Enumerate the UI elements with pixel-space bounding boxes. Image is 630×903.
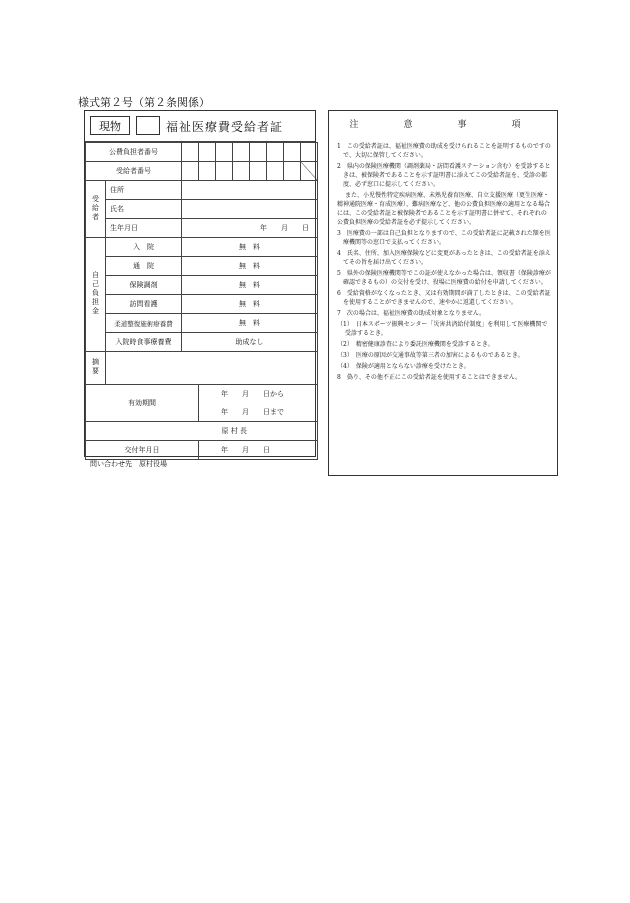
- issue-date-row: [86, 441, 318, 460]
- note-item: 8 偽り、その他不正にこの受給者証を使用することはできません。: [337, 374, 522, 381]
- copay-value: 無 料: [182, 314, 318, 333]
- validity-label: 有効期間: [86, 385, 199, 422]
- digit-cell: [267, 162, 284, 181]
- contact-note: 問い合わせ先 原村役場: [90, 460, 167, 468]
- diagonal-cell: [301, 162, 318, 181]
- digit-cell: [233, 162, 250, 181]
- note-item: 6 受給資格がなくなったとき、又は有効期間が満了したときは、この受給者証を使用することができませんので、速やかに返還してください。: [337, 290, 551, 306]
- jukyusha-label: 受給者番号: [86, 162, 182, 181]
- address-value: [182, 181, 318, 200]
- address-label: 住所: [106, 181, 182, 200]
- tekiyo-label: [86, 352, 106, 385]
- note-paragraph: また、小児慢性特定疾病医療、未熟児養育医療、自立支援医療（更生医療・精神通院医療・育成医療）、難病医療など、他の公費負担医療の適用となる場合には、この受給者証と被保険者であることを示す証明書に併せて、それぞれの公費負担医療の受給者証を必ず提示してください。: [337, 192, 551, 226]
- note-item: 7 次の場合は、福祉医療費の助成対象となりません。: [337, 310, 486, 317]
- name-row: [86, 200, 318, 219]
- copay-row: [86, 257, 318, 276]
- address-row: [86, 181, 318, 200]
- kouhi-row: [86, 143, 318, 162]
- note-item: 1 この受給者証は、福祉医療費の助成を受けられることを証明するものですので、大切に保管してください。: [337, 143, 551, 159]
- copay-value: 無 料: [182, 276, 318, 295]
- copay-row: [86, 295, 318, 314]
- note-subitem: （4） 保険が適用とならない診療を受けたとき。: [337, 363, 470, 370]
- validity-from: 年 月 日から: [199, 385, 318, 404]
- recipient-card: [84, 110, 316, 457]
- digit-cell: [250, 162, 267, 181]
- card-title-bar: [85, 111, 315, 142]
- jiko-group-text: 自己負担金: [91, 271, 100, 316]
- copay-row: [86, 238, 318, 257]
- digit-cell: [182, 162, 199, 181]
- jiko-group-label: [86, 238, 106, 352]
- birth-row: [86, 219, 318, 238]
- form-number-label: 様式第２号（第２条関係）: [78, 96, 210, 109]
- digit-cell: [301, 143, 318, 162]
- name-label: 氏名: [106, 200, 182, 219]
- copay-value: 無 料: [182, 238, 318, 257]
- issuer-row: [86, 422, 318, 441]
- copay-label: 通 院: [106, 257, 182, 276]
- birth-label: 生年月日: [106, 219, 182, 238]
- digit-cell: [284, 143, 301, 162]
- issue-date-value: 年 月 日: [199, 441, 318, 460]
- copay-row: [86, 276, 318, 295]
- copay-row: [86, 333, 318, 352]
- issue-date-label: 交付年月日: [86, 441, 199, 460]
- copay-value: 助成なし: [182, 333, 318, 352]
- copay-label: 柔道整復施術療養費: [106, 314, 182, 333]
- copay-row: [86, 314, 318, 333]
- note-item: 5 県外の保険医療機関等でこの証が使えなかった場合は、領収書（保険診療が確認できるもの）の交付を受け、役場に医療費の給付を申請してください。: [337, 270, 551, 286]
- tekiyo-text: 摘要: [91, 358, 100, 376]
- tekiyo-row: [86, 352, 318, 385]
- note-subitem: （3） 医療の原因が交通事故等第三者の加害によるものであるとき。: [337, 352, 524, 359]
- digit-cell: [233, 143, 250, 162]
- issuer: 原 村 長: [86, 422, 318, 441]
- card-table: [85, 142, 318, 460]
- digit-cell: [284, 162, 301, 181]
- copay-value: 無 料: [182, 295, 318, 314]
- jukyusha-group-label: [86, 181, 106, 238]
- note-item: 2 県内の保険医療機関（調剤薬局・訪問看護ステーション含む）を受診するときは、被保険者であることを示す証明書に添えてこの受給者証を、受診の都度、必ず窓口に提示してください。: [337, 163, 551, 188]
- copay-label: 入院時食事療養費: [106, 333, 182, 352]
- kouhi-label: 公費負担者番号: [86, 143, 182, 162]
- name-value: [182, 200, 318, 219]
- validity-row: [86, 385, 318, 404]
- copay-label: 保険調剤: [106, 276, 182, 295]
- digit-cell: [182, 143, 199, 162]
- copay-value: 無 料: [182, 257, 318, 276]
- notes-panel: [328, 110, 558, 476]
- jukyusha-row: [86, 162, 318, 181]
- digit-cell: [199, 162, 216, 181]
- digit-cell: [216, 143, 233, 162]
- note-item: 4 氏名、住所、加入医療保険などに変更があったときは、この受給者証を添えてその旨を届け出てください。: [337, 250, 551, 266]
- jukyusha-group-text: 受給者: [91, 194, 100, 222]
- note-subitem: （2） 精密健康診査により委託医療機関を受診するとき。: [337, 341, 494, 348]
- blank-box: [136, 116, 160, 135]
- birth-value: 年 月 日: [182, 219, 318, 238]
- tekiyo-value: [106, 352, 318, 385]
- digit-cell: [216, 162, 233, 181]
- validity-to: 年 月 日まで: [199, 403, 318, 422]
- notes-title: 注 意 事 項: [349, 120, 539, 130]
- digit-cell: [250, 143, 267, 162]
- genbutsu-box: 現物: [90, 116, 130, 135]
- note-subitem: （1） 日本スポーツ振興センター「災害共済給付制度」を利用して医療機関で受診するとき。: [337, 321, 548, 337]
- note-item: 3 医療費の一部は自己負担となりますので、この受給者証に記載された額を医療機関等の窓口で支払ってください。: [337, 230, 551, 246]
- copay-label: 訪問看護: [106, 295, 182, 314]
- digit-cell: [199, 143, 216, 162]
- copay-label: 入 院: [106, 238, 182, 257]
- digit-cell: [267, 143, 284, 162]
- card-title: 福祉医療費受給者証: [166, 120, 284, 134]
